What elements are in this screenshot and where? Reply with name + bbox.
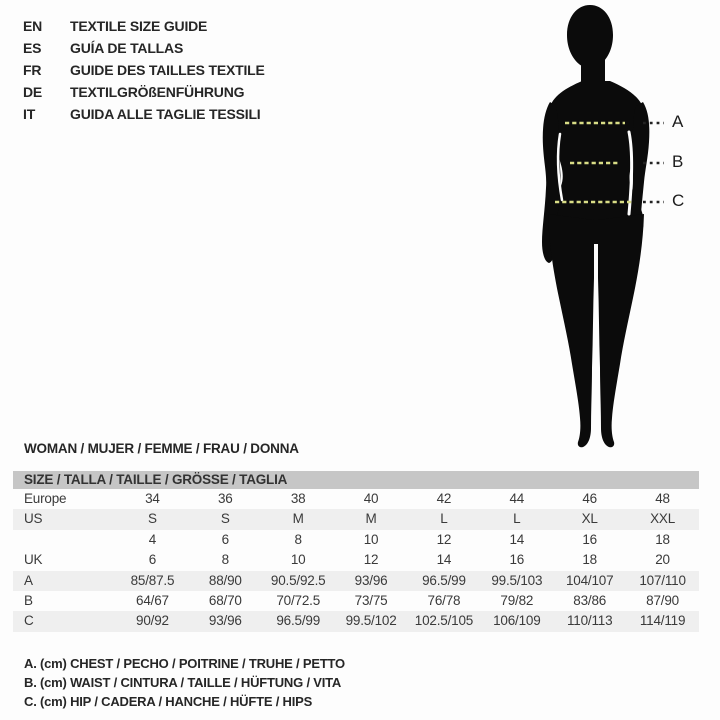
language-row-es xyxy=(23,37,265,59)
table-cell: 20 xyxy=(655,552,670,568)
table-cell: 99.5/103 xyxy=(491,572,543,588)
language-code: FR xyxy=(23,62,42,78)
language-title: GUÍA DE TALLAS xyxy=(70,40,184,56)
table-cell: 64/67 xyxy=(136,592,169,608)
row-label: A xyxy=(24,572,33,588)
measurement-figure xyxy=(490,0,720,460)
table-cell: 46 xyxy=(582,491,597,506)
table-cell: L xyxy=(513,511,521,527)
table-cell: XL xyxy=(581,511,598,527)
table-cell: 114/119 xyxy=(639,613,686,629)
table-row-chest-a xyxy=(13,571,699,591)
section-title-woman: WOMAN / MUJER / FEMME / FRAU / DONNA xyxy=(24,441,299,456)
table-cell: 6 xyxy=(221,531,229,547)
language-title: TEXTILGRÖßENFÜHRUNG xyxy=(70,84,245,100)
language-title: GUIDE DES TAILLES TEXTILE xyxy=(70,62,265,78)
table-cell: 14 xyxy=(509,531,525,547)
table-cell: 110/113 xyxy=(566,613,613,629)
row-label: Europe xyxy=(24,491,67,506)
table-cell: S xyxy=(220,511,230,527)
language-title-list xyxy=(23,15,265,125)
table-cell: 106/109 xyxy=(493,613,541,629)
table-cell: M xyxy=(365,511,377,527)
table-cell: S xyxy=(148,511,157,527)
table-cell: 93/96 xyxy=(354,572,388,588)
legend-line-waist: B. (cm) WAIST / CINTURA / TAILLE / HÜFTUNG / VITA xyxy=(24,675,342,690)
language-row-it xyxy=(23,103,265,125)
legend-line-hip: C. (cm) HIP / CADERA / HANCHE / HÜFTE / HIPS xyxy=(24,694,313,709)
size-table-header: SIZE / TALLA / TAILLE / GRÖSSE / TAGLIA xyxy=(13,471,699,489)
table-cell: 90/92 xyxy=(136,613,169,629)
table-cell: XXL xyxy=(650,511,676,527)
table-cell: 99.5/102 xyxy=(345,613,397,629)
table-row-us xyxy=(13,509,699,529)
language-title: GUIDA ALLE TAGLIE TESSILI xyxy=(70,106,261,122)
language-code: EN xyxy=(23,18,43,34)
table-row-uk xyxy=(13,550,699,570)
row-label: B xyxy=(24,592,33,608)
table-cell: 8 xyxy=(221,552,229,568)
size-table xyxy=(13,471,699,632)
table-cell: 48 xyxy=(655,491,670,506)
language-row-de xyxy=(23,81,265,103)
table-cell: 34 xyxy=(145,491,160,506)
table-cell: 18 xyxy=(582,552,597,568)
table-cell: 73/75 xyxy=(354,592,388,608)
table-cell: L xyxy=(440,511,448,527)
table-cell: 79/82 xyxy=(500,592,534,608)
table-cell: 76/78 xyxy=(427,592,461,608)
table-row-us-numeric xyxy=(13,530,699,550)
row-label: US xyxy=(24,511,43,527)
table-cell: 12 xyxy=(436,531,452,547)
table-row-hip-c xyxy=(13,611,699,631)
table-cell: M xyxy=(292,511,304,527)
table-cell: 96.5/99 xyxy=(276,613,321,629)
table-cell: 90.5/92.5 xyxy=(270,572,326,588)
row-label xyxy=(13,530,116,550)
table-cell: 68/70 xyxy=(208,592,242,608)
table-cell: 70/72.5 xyxy=(276,592,321,608)
table-cell: 10 xyxy=(363,531,379,547)
table-row-europe xyxy=(13,489,699,509)
row-label: UK xyxy=(24,552,43,568)
measure-label-c: C xyxy=(672,191,685,210)
table-cell: 42 xyxy=(436,491,452,506)
table-cell: 104/107 xyxy=(565,572,614,588)
legend-line-chest: A. (cm) CHEST / PECHO / POITRINE / TRUHE / PETTO xyxy=(24,656,345,671)
language-title: TEXTILE SIZE GUIDE xyxy=(70,18,208,34)
table-cell: 85/87.5 xyxy=(130,572,175,588)
language-code: DE xyxy=(23,84,43,100)
language-row-en xyxy=(23,15,265,37)
table-cell: 36 xyxy=(218,491,233,506)
woman-silhouette-icon xyxy=(490,0,720,460)
table-cell: 12 xyxy=(363,552,379,568)
row-label: C xyxy=(24,613,34,629)
language-code: IT xyxy=(23,106,36,122)
language-code: ES xyxy=(23,40,42,56)
table-cell: 88/90 xyxy=(208,572,242,588)
table-cell: 107/110 xyxy=(639,572,686,588)
table-cell: 4 xyxy=(148,531,157,547)
table-cell: 16 xyxy=(582,531,597,547)
table-cell: 38 xyxy=(290,491,306,506)
table-cell: 83/86 xyxy=(573,592,607,608)
table-cell: 40 xyxy=(363,491,379,506)
language-row-fr xyxy=(23,59,265,81)
measurement-legend xyxy=(24,654,345,711)
table-cell: 6 xyxy=(148,552,157,568)
table-cell: 10 xyxy=(290,552,306,568)
table-cell: 8 xyxy=(294,531,302,547)
table-cell: 93/96 xyxy=(208,613,242,629)
table-cell: 14 xyxy=(436,552,452,568)
table-cell: 96.5/99 xyxy=(422,572,466,588)
measure-label-a: A xyxy=(672,112,684,131)
table-cell: 87/90 xyxy=(646,592,679,608)
table-cell: 18 xyxy=(655,531,670,547)
table-cell: 102.5/105 xyxy=(414,613,474,629)
table-cell: 16 xyxy=(509,552,525,568)
table-cell: 44 xyxy=(509,491,525,506)
table-row-waist-b xyxy=(13,591,699,611)
measure-label-b: B xyxy=(672,152,684,171)
